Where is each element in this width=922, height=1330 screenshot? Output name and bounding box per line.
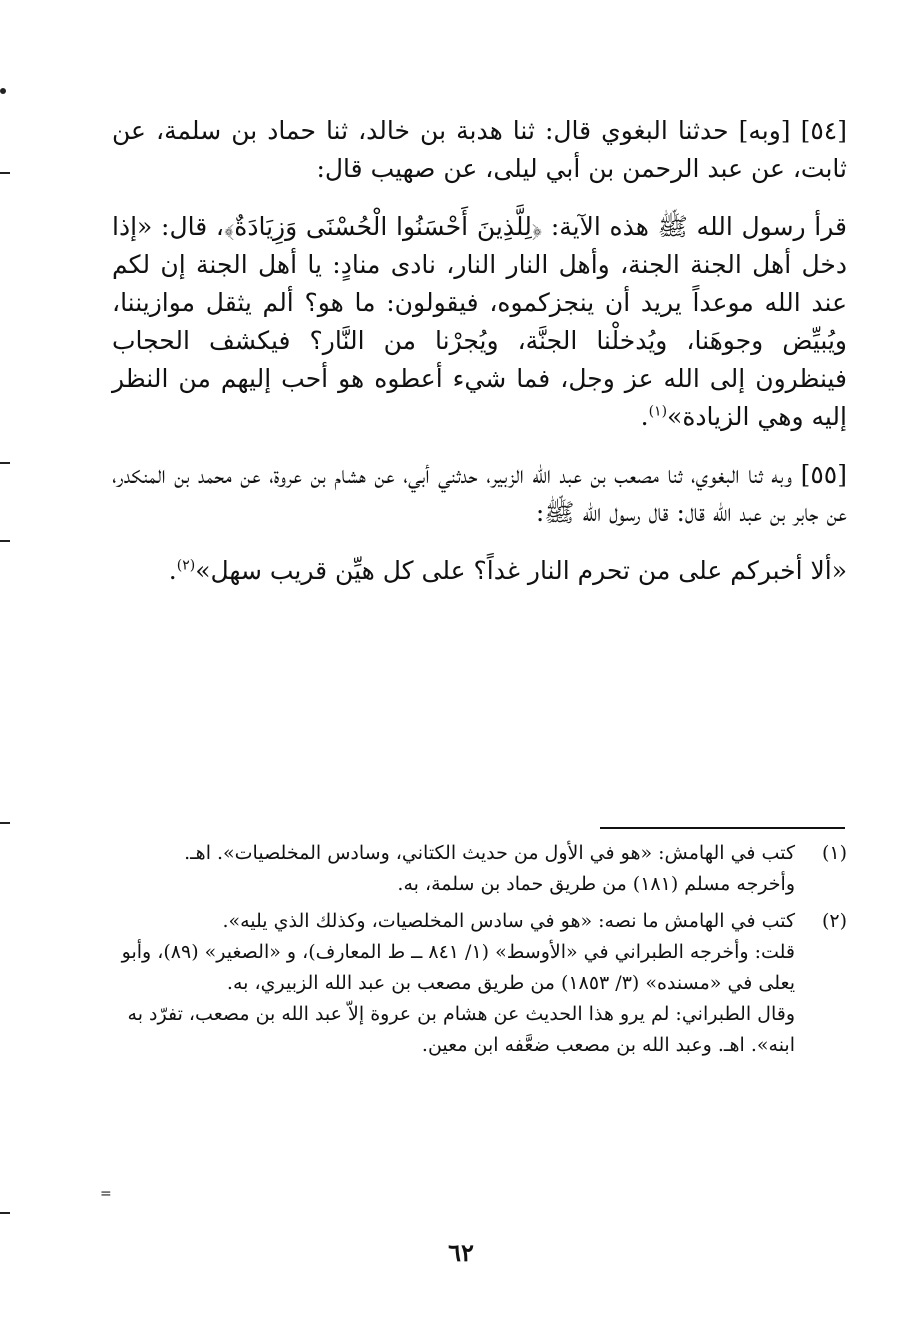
hadith-55-body-text: «ألا أخبركم على من تحرم النار غداً؟ على كل هيِّن قريب سهل» [195,556,847,585]
hadith-54-chain [112,112,847,188]
footnote-divider [600,827,845,829]
footnote-marker-2[interactable]: (٢) [176,557,196,574]
edge-tick [0,540,10,542]
footnote-1-line-1: كتب في الهامش: «هو في الأول من حديث الكتاني، وسادس المخلصيات». اهـ. [184,842,795,864]
hadith-54-end: . [640,402,649,431]
footnote-1-line-2: وأخرجه مسلم (١٨١) من طريق حماد بن سلمة، به. [397,873,795,895]
main-text [112,112,847,610]
footnote-1 [112,838,847,900]
hadith-54-chain-text: [٥٤] [وبه] حدثنا البغوي قال: ثنا هدبة بن خالد، ثنا حماد بن سلمة، عن ثابت، عن عبد الرحمن بن أبي ليلى، عن صهيب قال: [112,116,847,183]
footnote-1-number: (١) [821,842,847,864]
hadith-55-end: . [168,556,177,585]
edge-tick [0,462,10,464]
edge-dot [0,88,6,94]
hadith-55-body [112,552,847,590]
hadith-55-chain-text: [٥٥] وبه ثنا البغوي، ثنا مصعب بن عبد الله الزبير، حدثني أبي، عن هشام بن عروة، عن محمد بن المنكدر، عن جابر بن عبد الله قال: قال رسول الله ﷺ: [112,460,847,527]
footnote-2-line-1: كتب في الهامش ما نصه: «هو في سادس المخلصيات، وكذلك الذي يليه». [222,910,795,932]
footnote-2-line-2: قلت: وأخرجه الطبراني في «الأوسط» (١/ ٨٤١ ــ ط المعارف)، و «الصغير» (٨٩)، وأبو يعلى في «مسنده» (٣/ ١٨٥٣) من طريق مصعب بن عبد الله الزبيري، به. [121,941,795,994]
edge-tick [0,822,10,824]
hadith-55-chain [112,456,847,532]
edge-tick [0,172,10,174]
page-number: ٦٢ [448,1238,474,1267]
footnote-2 [112,906,847,1061]
footnote-2-number: (٢) [821,910,847,932]
edge-tick [0,1212,10,1214]
footnote-2-line-3: وقال الطبراني: لم يرو هذا الحديث عن هشام بن عروة إلاّ عبد الله بن مصعب، تفرّد به ابنه». اهـ. وعبد الله بن مصعب ضعَّفه ابن معين. [127,1003,795,1056]
hadith-54-body-text: قرأ رسول الله ﷺ هذه الآية: ﴿لِلَّذِينَ أَحْسَنُوا الْحُسْنَى وَزِيَادَةٌ﴾، قال: «إذا دخل أهل الجنة الجنة، وأهل النار النار، نادى منادٍ: يا أهل الجنة إن لكم عند الله موعداً يريد أن ينجزكموه، فيقولون: ما هو؟ ألم يثقل موازيننا، ويُبيِّض وجوهَنا، ويُدخلْنا الجنَّة، ويُجرْنا من النَّار؟ فيكشف الحجاب فينظرون إلى الله عز وجل، فما شيء أعطوه هو أحب إليهم من النظر إليه وهي الزيادة» [112,212,847,431]
footnotes [112,838,847,1067]
hadith-54-body [112,208,847,436]
footnote-marker-1[interactable]: (١) [648,403,668,420]
margin-mark: = [100,1186,112,1202]
